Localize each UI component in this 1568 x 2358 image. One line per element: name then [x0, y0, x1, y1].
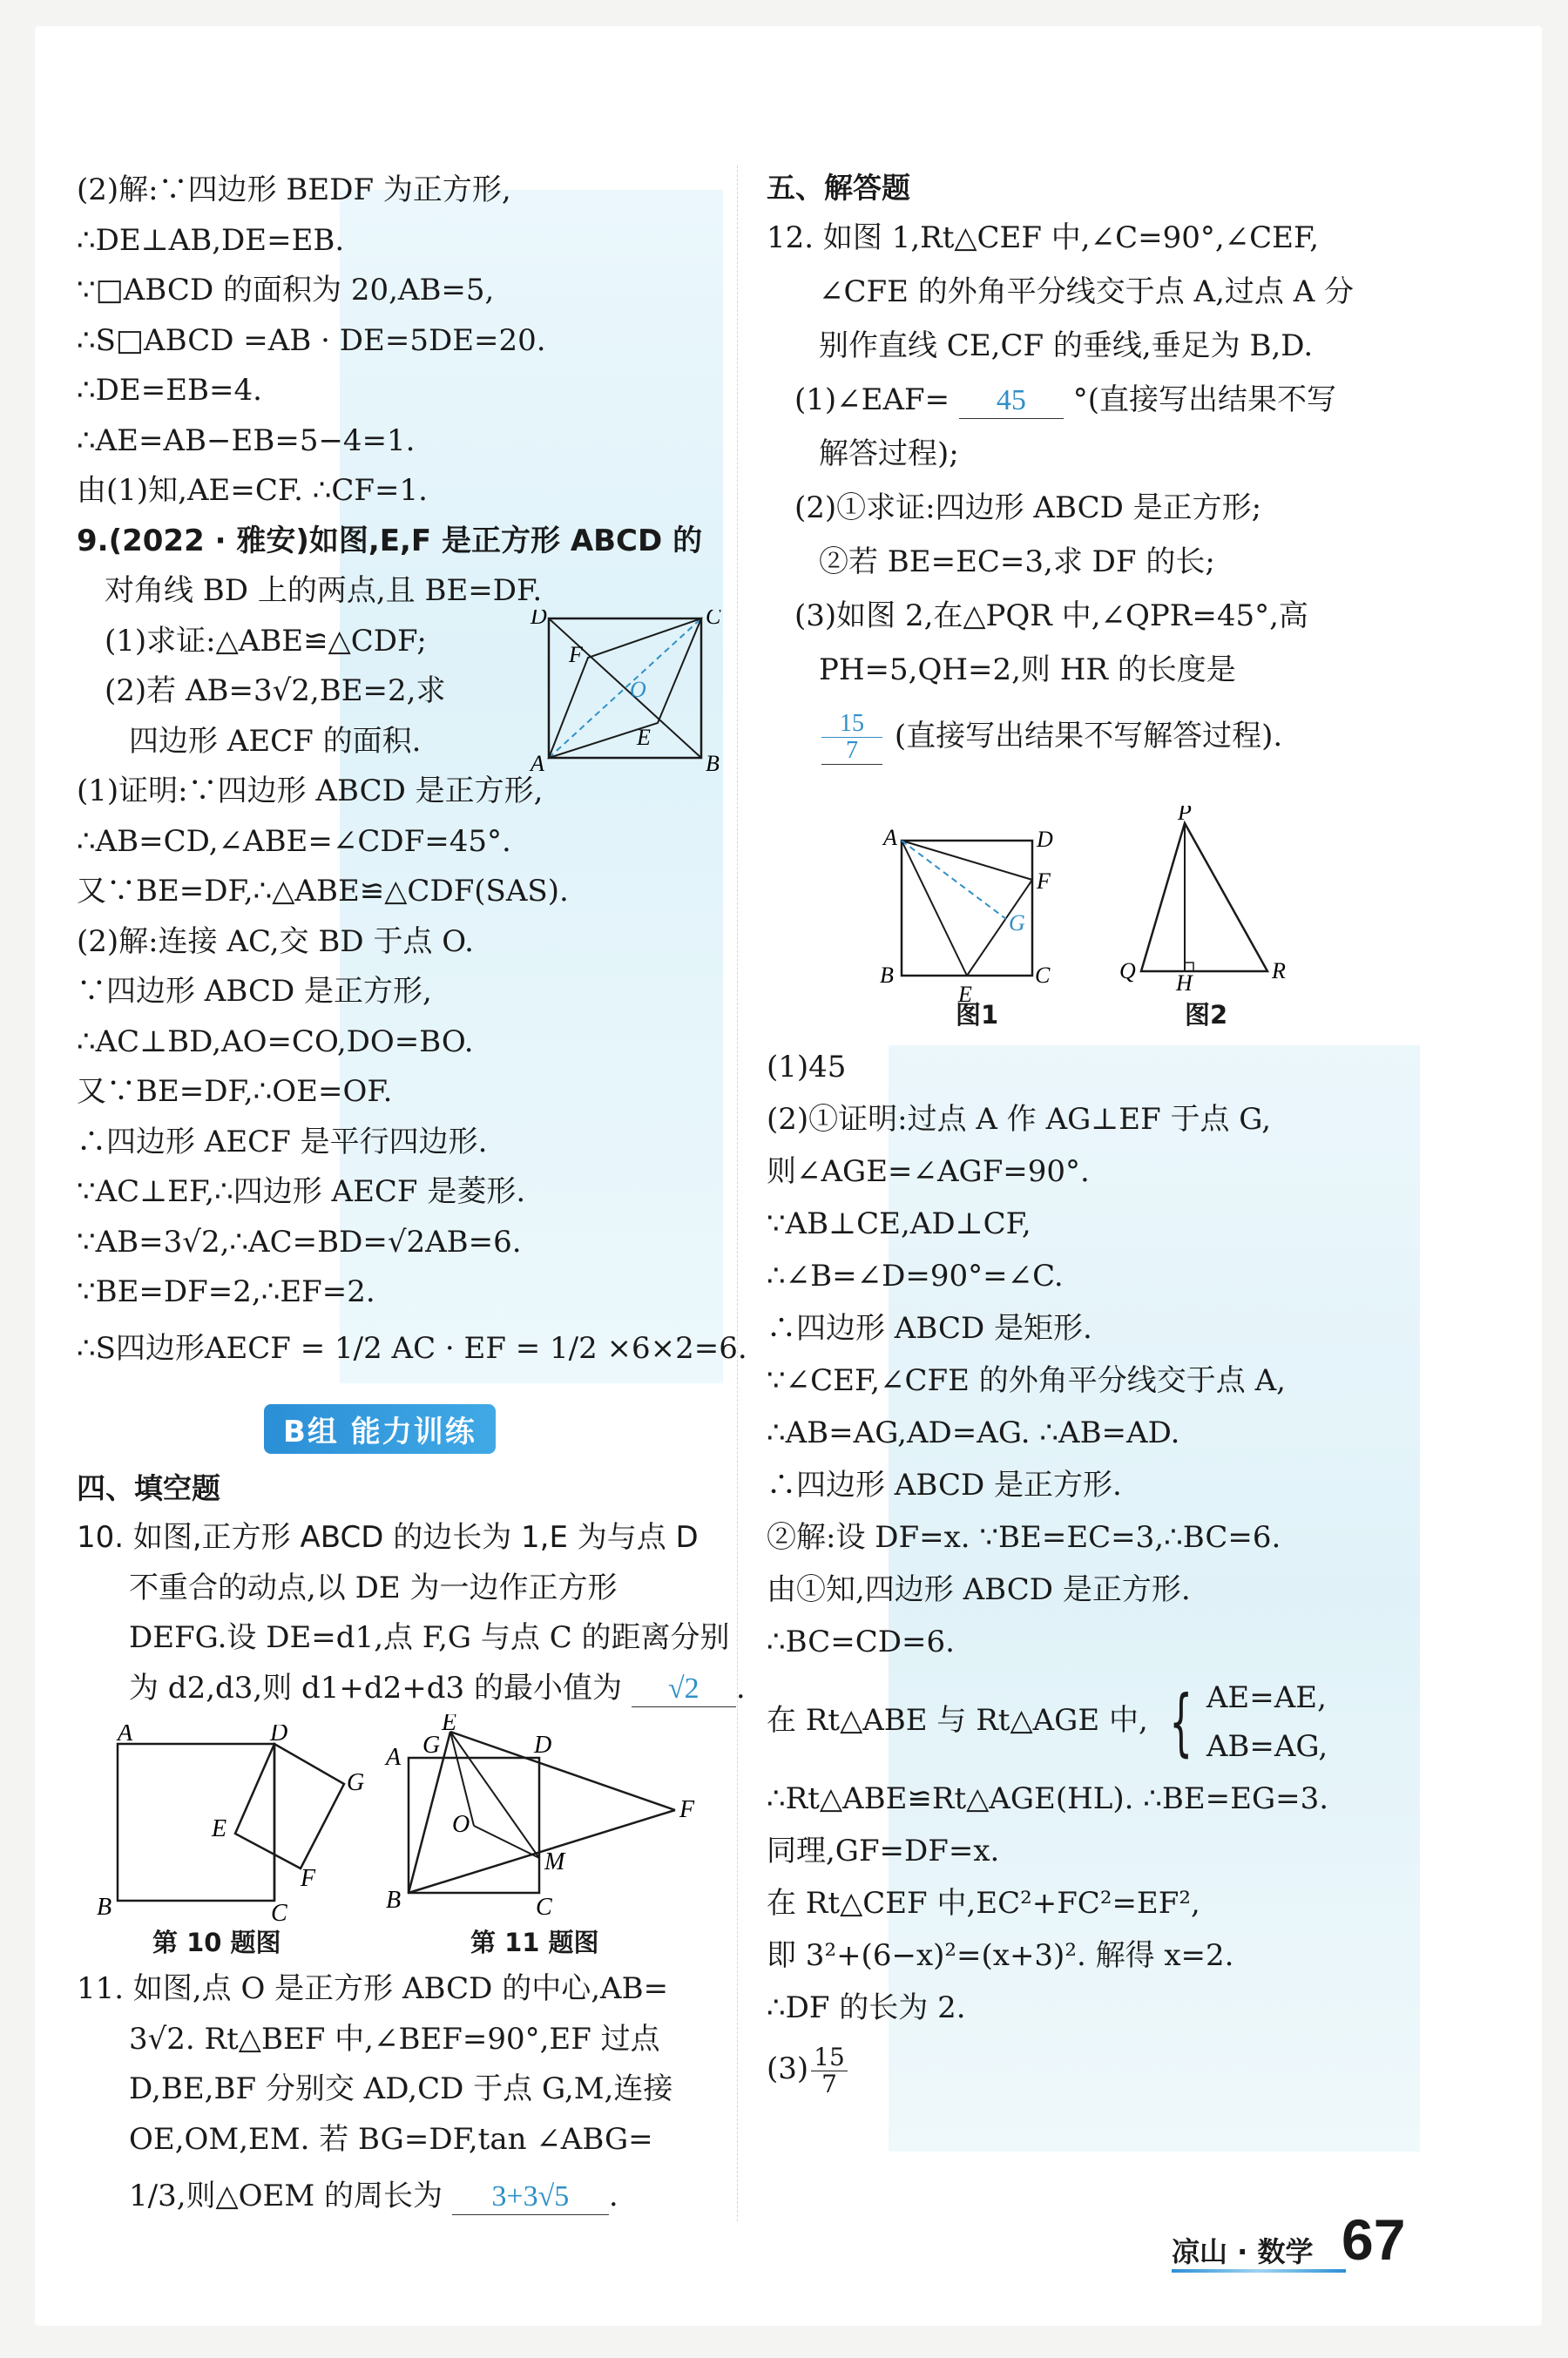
svg-text:G: G — [1009, 910, 1025, 936]
q10-line: 10. 如图,正方形 ABCD 的边长为 1,E 为与点 D — [77, 1520, 699, 1555]
svg-text:A: A — [386, 1744, 402, 1771]
svg-text:A: A — [118, 1725, 133, 1747]
q12-part1-text: (1)∠EAF= — [794, 382, 950, 417]
brace-line: AE=AE, — [1206, 1680, 1327, 1715]
solution-line: (1)45 — [767, 1050, 847, 1084]
svg-text:B: B — [880, 963, 894, 988]
text-line: (2)解:∵四边形 BEDF 为正方形, — [77, 172, 511, 207]
solution-line: ∵∠CEF,∠CFE 的外角平分线交于点 A, — [767, 1363, 1286, 1398]
svg-text:B: B — [97, 1894, 112, 1921]
brace-equations — [1206, 1673, 1328, 1771]
text-line: ∵BE=DF=2,∴EF=2. — [77, 1274, 375, 1309]
solution-line: ∴∠B=∠D=90°=∠C. — [767, 1259, 1064, 1294]
q10-line-with-blank: 为 d2,d3,则 d1+d2+d3 的最小值为 √2 . — [129, 1670, 746, 1706]
q12-part1 — [767, 373, 1446, 427]
part3-fraction — [811, 2044, 848, 2098]
question-10-figure — [91, 1725, 370, 1925]
q12-line: 解答过程); — [819, 436, 959, 471]
q11-line: OE,OM,EM. 若 BG=DF,tan ∠ABG= — [129, 2121, 653, 2157]
text-line: ∵AB=3√2,∴AC=BD=√2AB=6. — [77, 1224, 522, 1260]
footer-subject: 凉山 · 数学 — [1172, 2235, 1314, 2268]
q11-line: 3√2. Rt△BEF 中,∠BEF=90°,EF 过点 — [129, 2021, 660, 2057]
text-line: ∵四边形 ABCD 是正方形, — [77, 974, 432, 1009]
svg-text:E: E — [442, 1714, 457, 1736]
svg-text:E: E — [212, 1815, 227, 1842]
svg-text:D: D — [534, 1732, 552, 1759]
brace-system — [767, 1668, 1446, 1773]
section-5-title: 五、解答题 — [767, 171, 910, 205]
text-line: (1)求证:△ABE≌△CDF; — [105, 623, 427, 659]
text-line: ∴AC⊥BD,AO=CO,DO=BO. — [77, 1024, 474, 1059]
part3-answer — [767, 2034, 1446, 2104]
fraction-denominator: 7 — [821, 2069, 837, 2098]
svg-text:E: E — [958, 982, 972, 1007]
q12-line: PH=5,QH=2,则 HR 的长度是 — [819, 652, 1236, 687]
solution-line: (2)①证明:过点 A 作 AG⊥EF 于点 G, — [767, 1102, 1272, 1137]
svg-text:R: R — [1272, 958, 1286, 983]
text-line: 又∵BE=DF,∴OE=OF. — [77, 1074, 393, 1109]
text-line: (2)解:连接 AC,交 BD 于点 O. — [77, 923, 474, 959]
text-line: ∴AE=AB−EB=5−4=1. — [77, 422, 416, 458]
solution-line: ∴四边形 ABCD 是矩形. — [767, 1311, 1092, 1346]
solution-line: ∴BC=CD=6. — [767, 1625, 955, 1659]
text-line: (2)若 AB=3√2,BE=2,求 — [105, 673, 446, 708]
q12-answer-1: 45 — [959, 383, 1064, 419]
solution-line: ∴DF 的长为 2. — [767, 1990, 966, 2025]
text-line: ∴DE⊥AB,DE=EB. — [77, 222, 345, 258]
ability-training-badge: B组 能力训练 — [264, 1404, 496, 1454]
column-divider — [737, 166, 738, 2221]
svg-text:B: B — [706, 751, 720, 775]
svg-text:G: G — [422, 1732, 441, 1759]
text-line: 四边形 AECF 的面积. — [129, 723, 422, 759]
q11-line: D,BE,BF 分别交 AD,CD 于点 G,M,连接 — [129, 2071, 673, 2106]
svg-text:C: C — [706, 610, 721, 629]
area-formula: ∴S四边形AECF = 1/2 AC · EF = 1/2 ×6×2=6. — [77, 1330, 747, 1366]
q11-text: 1/3,则△OEM 的周长为 — [129, 2179, 443, 2213]
solution-line: ∴Rt△ABE≌Rt△AGE(HL). ∴BE=EG=3. — [767, 1781, 1329, 1816]
page-number: 67 — [1342, 2207, 1406, 2272]
part3-label: (3) — [767, 2051, 809, 2086]
q12-line: (3)如图 2,在△PQR 中,∠QPR=45°,高 — [794, 598, 1308, 633]
figure-11-caption: 第 11 题图 — [470, 1928, 599, 1957]
text-line: 对角线 BD 上的两点,且 BE=DF. — [105, 573, 543, 608]
q10-answer: √2 — [632, 1672, 736, 1707]
fraction-denominator: 7 — [846, 737, 858, 764]
figure-1-caption: 图1 — [956, 1000, 999, 1030]
q11-line: 11. 如图,点 O 是正方形 ABCD 的中心,AB= — [77, 1971, 669, 2006]
text-line: ∴S□ABCD =AB · DE=5DE=20. — [77, 322, 546, 358]
q12-line: 12. 如图 1,Rt△CEF 中,∠C=90°,∠CEF, — [767, 220, 1320, 255]
text-line: 由(1)知,AE=CF. ∴CF=1. — [77, 473, 428, 508]
svg-text:B: B — [386, 1887, 402, 1914]
text-line: ∵AC⊥EF,∴四边形 AECF 是菱形. — [77, 1174, 526, 1209]
question-11-figure — [379, 1714, 701, 1923]
svg-text:F: F — [679, 1796, 695, 1823]
solution-line: ②解:设 DF=x. ∵BE=EC=3,∴BC=6. — [767, 1520, 1281, 1555]
text-line: 又∵BE=DF,∴△ABE≌△CDF(SAS). — [77, 874, 569, 909]
svg-text:D: D — [270, 1725, 288, 1747]
brace-line: AB=AG, — [1206, 1729, 1328, 1764]
q10-line: DEFG.设 DE=d1,点 F,G 与点 C 的距离分别 — [129, 1620, 730, 1655]
question-9-title: 9.(2022 · 雅安)如图,E,F 是正方形 ABCD 的 — [77, 523, 703, 558]
svg-text:C: C — [1035, 963, 1051, 988]
q12-line: ②若 BE=EC=3,求 DF 的长; — [819, 544, 1215, 579]
section-4-title: 四、填空题 — [77, 1471, 220, 1505]
svg-text:F: F — [569, 642, 583, 667]
q10-line: 不重合的动点,以 DE 为一边作正方形 — [129, 1570, 618, 1605]
section-badge — [264, 1404, 496, 1454]
svg-text:D: D — [531, 610, 547, 629]
svg-text:C: C — [271, 1900, 287, 1925]
question-12-figure-2 — [1115, 806, 1298, 993]
q12-answer-3 — [821, 711, 882, 765]
fraction-numerator: 15 — [811, 2044, 848, 2071]
q10-text: 为 d2,d3,则 d1+d2+d3 的最小值为 — [129, 1670, 622, 1706]
solution-line: 则∠AGE=∠AGF=90°. — [767, 1154, 1090, 1189]
question-11 — [77, 1964, 726, 2227]
svg-text:C: C — [536, 1894, 552, 1921]
q12-part3-tail: (直接写出结果不写解答过程). — [894, 719, 1283, 753]
text-line: ∴四边形 AECF 是平行四边形. — [77, 1124, 488, 1159]
svg-text:P: P — [1178, 806, 1192, 825]
svg-text:H: H — [1176, 970, 1193, 993]
solution-line: 在 Rt△CEF 中,EC²+FC²=EF², — [767, 1886, 1200, 1921]
footer-underline — [1172, 2269, 1346, 2273]
solution-line: ∴AB=AG,AD=AG. ∴AB=AD. — [767, 1415, 1180, 1450]
svg-text:F: F — [301, 1865, 316, 1892]
solution-line: ∴四边形 ABCD 是正方形. — [767, 1468, 1122, 1503]
figure-10-caption: 第 10 题图 — [152, 1928, 281, 1957]
fill-in-section — [77, 1463, 746, 1713]
question-12-figure-1 — [871, 828, 1071, 1015]
solution-line: 由①知,四边形 ABCD 是正方形. — [767, 1572, 1191, 1607]
svg-text:O: O — [452, 1811, 470, 1838]
text-line: ∴AB=CD,∠ABE=∠CDF=45°. — [77, 823, 511, 859]
q11-line-with-blank: 1/3,则△OEM 的周长为 3+3√5 . — [129, 2179, 618, 2213]
fraction-numerator: 15 — [821, 711, 882, 738]
text-line: (1)证明:∵四边形 ABCD 是正方形, — [77, 774, 544, 808]
svg-text:D: D — [1037, 828, 1053, 852]
solution-line: 同理,GF=DF=x. — [767, 1834, 1000, 1868]
svg-text:A: A — [531, 751, 544, 775]
figure-2-caption: 图2 — [1185, 1000, 1228, 1030]
solution-line: 即 3²+(6−x)²=(x+3)². 解得 x=2. — [767, 1938, 1234, 1973]
q12-line: (2)①求证:四边形 ABCD 是正方形; — [794, 490, 1262, 525]
text-line: ∵□ABCD 的面积为 20,AB=5, — [77, 273, 495, 307]
right-column — [767, 166, 1446, 775]
svg-text:G: G — [347, 1769, 365, 1796]
q12-part3 — [767, 697, 1446, 775]
svg-text:M: M — [544, 1848, 565, 1875]
question-12-solution — [767, 1041, 1446, 2104]
svg-text:O: O — [630, 677, 646, 702]
q12-part1-tail: °(直接写出结果不写 — [1072, 382, 1336, 417]
brace-intro: 在 Rt△ABE 与 Rt△AGE 中, — [767, 1703, 1148, 1738]
q11-answer: 3+3√5 — [452, 2179, 609, 2215]
brace-icon: { — [1168, 1679, 1193, 1765]
svg-text:F: F — [1037, 868, 1051, 894]
svg-text:Q: Q — [1119, 958, 1136, 983]
svg-text:A: A — [883, 828, 897, 850]
svg-text:E: E — [637, 725, 651, 750]
q12-line: 别作直线 CE,CF 的垂线,垂足为 B,D. — [819, 328, 1314, 363]
question-9-figure — [527, 610, 727, 775]
q12-line: ∠CFE 的外角平分线交于点 A,过点 A 分 — [819, 274, 1355, 309]
solution-line: ∵AB⊥CE,AD⊥CF, — [767, 1206, 1031, 1241]
text-line: ∴DE=EB=4. — [77, 373, 262, 408]
